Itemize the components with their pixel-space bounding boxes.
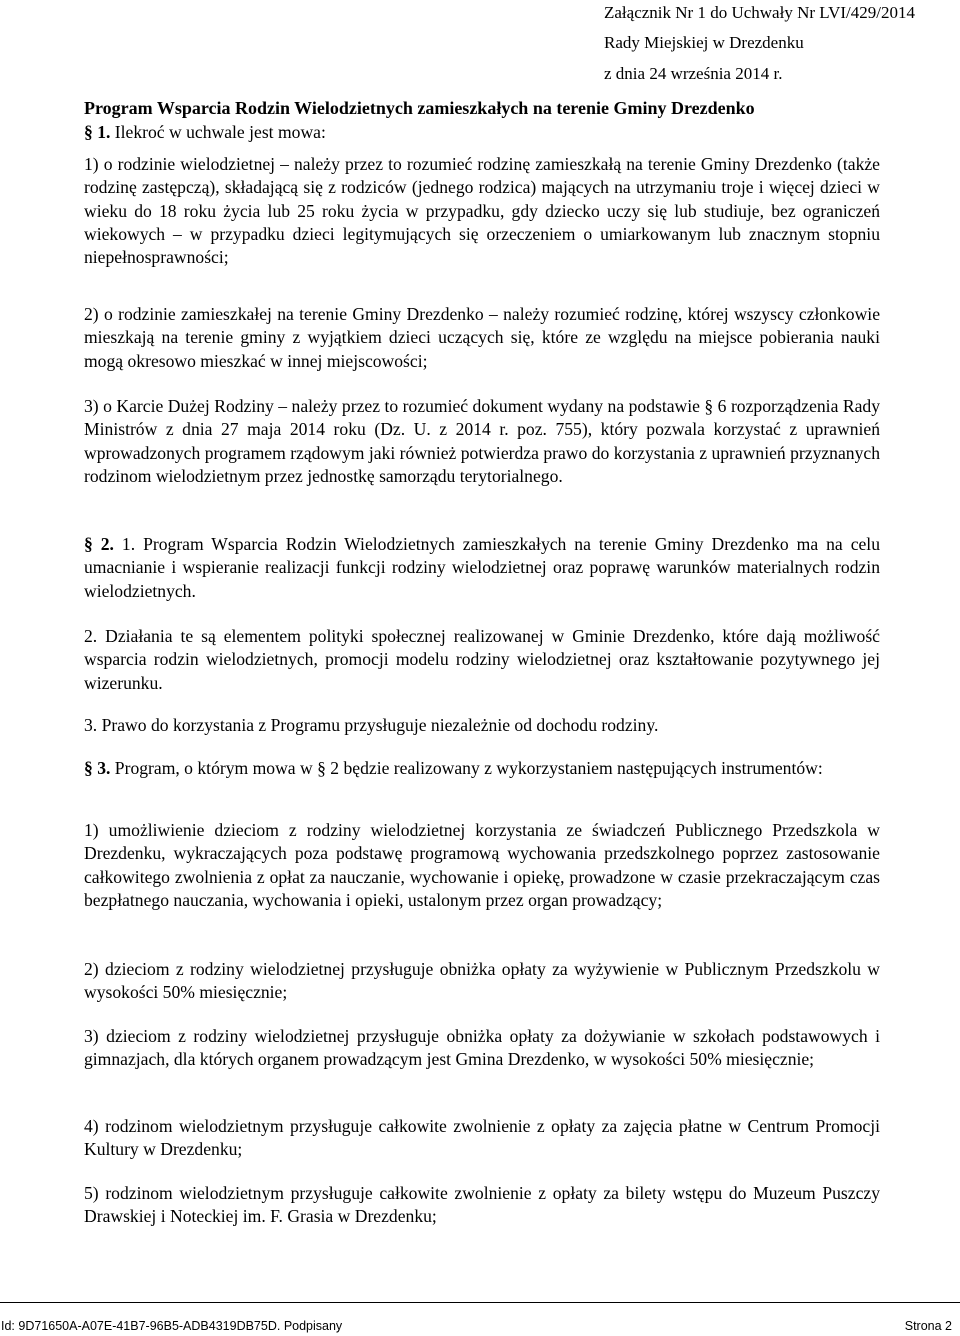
header-attachment-line: Załącznik Nr 1 do Uchwały Nr LVI/429/2014 [604, 3, 915, 22]
section-1-item-3: 3) o Karcie Dużej Rodziny – należy przez to rozumieć dokument wydany na podstawie § 6 rozporządzenia Rady Ministrów z dnia 27 maja 2014 roku (Dz. U. z 2014 r. poz. 755), który pozwala korzystać z uprawnień wprowadzonych programem rządowym jaki również potwierdza prawo do korzystania z uprawnień przyznanych rodzinom wielodzietnym przez jednostkę samorządu terytorialnego. [84, 396, 880, 486]
section-3-lead [84, 757, 880, 780]
footer-page-number: Strona 2 [904, 1319, 952, 1333]
section-1-item-2: 2) o rodzinie zamieszkałej na terenie Gminy Drezdenko – należy rozumieć rodzinę, której wszyscy członkowie mieszkają na terenie gminy z wyjątkiem dzieci uczących się, które ze względu na miejsce pobierania nauki mogą okresowo mieszkać w innej miejscowości; [84, 304, 880, 371]
header-date-line: z dnia 24 września 2014 r. [604, 64, 783, 83]
section-3-item-2: 2) dzieciom z rodziny wielodzietnej przysługuje obniżka opłaty za wyżywienie w Publicznym Przedszkolu w wysokości 50% miesięcznie; [84, 959, 880, 1003]
section-1-heading [84, 121, 884, 143]
section-1-lead: Ilekroć w uchwale jest mowa: [114, 122, 326, 142]
header-council-line: Rady Miejskiej w Drezdenku [604, 33, 804, 52]
section-3-marker: § 3. [84, 758, 111, 778]
section-2-marker: § 2. [84, 534, 114, 554]
section-2-item-2: 2. Działania te są elementem polityki społecznej realizowanej w Gminie Drezdenko, które dają możliwość wsparcia rodzin wielodzietnych, promocji modelu rodziny wielodzietnej oraz kształtowanie pozytywnego jej wizerunku. [84, 626, 880, 693]
section-3-item-4: 4) rodzinom wielodzietnym przysługuje całkowite zwolnienie z opłaty za zajęcia płatne w Centrum Promocji Kultury w Drezdenku; [84, 1116, 880, 1160]
section-3-item-5: 5) rodzinom wielodzietnym przysługuje całkowite zwolnienie z opłaty za bilety wstępu do Muzeum Puszczy Drawskiej i Noteckiej im. F. Grasia w Drezdenku; [84, 1183, 880, 1227]
section-2-item-1 [84, 533, 880, 603]
section-3-item-3: 3) dzieciom z rodziny wielodzietnej przysługuje obniżka opłaty za dożywianie w szkołach podstawowych i gimnazjach, dla których organem prowadzącym jest Gmina Drezdenko, w wysokości 50% miesięcznie; [84, 1026, 880, 1070]
footer-document-id: Id: 9D71650A-A07E-41B7-96B5-ADB4319DB75D. Podpisany [1, 1319, 343, 1333]
section-3-lead-text: Program, o którym mowa w § 2 będzie realizowany z wykorzystaniem następujących instrumentów: [114, 758, 823, 778]
document-title: Program Wsparcia Rodzin Wielodzietnych zamieszkałych na terenie Gminy Drezdenko [84, 98, 755, 118]
section-1-marker: § 1. [84, 122, 111, 142]
section-2-item-3: 3. Prawo do korzystania z Programu przysługuje niezależnie od dochodu rodziny. [84, 715, 659, 735]
section-1-item-1: 1) o rodzinie wielodzietnej – należy przez to rozumieć rodzinę zamieszkałą na terenie Gminy Drezdenko (także rodzinę zastępczą), składającą się z rodziców (jednego rodzica) mających na utrzymaniu troje i więcej dzieci w wieku do 18 roku życia lub 25 roku życia w przypadku, gdy dziecko uczy się lub studiuje, bez ograniczeń wiekowych – w przypadku dzieci legitymujących się orzeczeniem o umiarkowanym lub znacznym stopniu niepełnosprawności; [84, 154, 880, 268]
page-footer [0, 1302, 960, 1336]
section-2-item-1-text: 1. Program Wsparcia Rodzin Wielodzietnych zamieszkałych na terenie Gminy Drezdenko ma na celu umacnianie i wspieranie realizacji funkcji rodziny wielodzietnej oraz poprawę warunków materialnych rodzin wielodzietnych. [84, 534, 880, 601]
section-3-item-1: 1) umożliwienie dzieciom z rodziny wielodzietnej korzystania ze świadczeń Publicznego Przedszkola w Drezdenku, wykraczających poza podstawę programową wychowania przedszkolnego poprzez zastosowanie całkowitego zwolnienia z opłat za nauczanie, wychowanie i opiekę, prowadzone w czasie przekraczającym czas bezpłatnego nauczania, wychowania i opieki, ustalonym przez organ prowadzący; [84, 820, 880, 910]
